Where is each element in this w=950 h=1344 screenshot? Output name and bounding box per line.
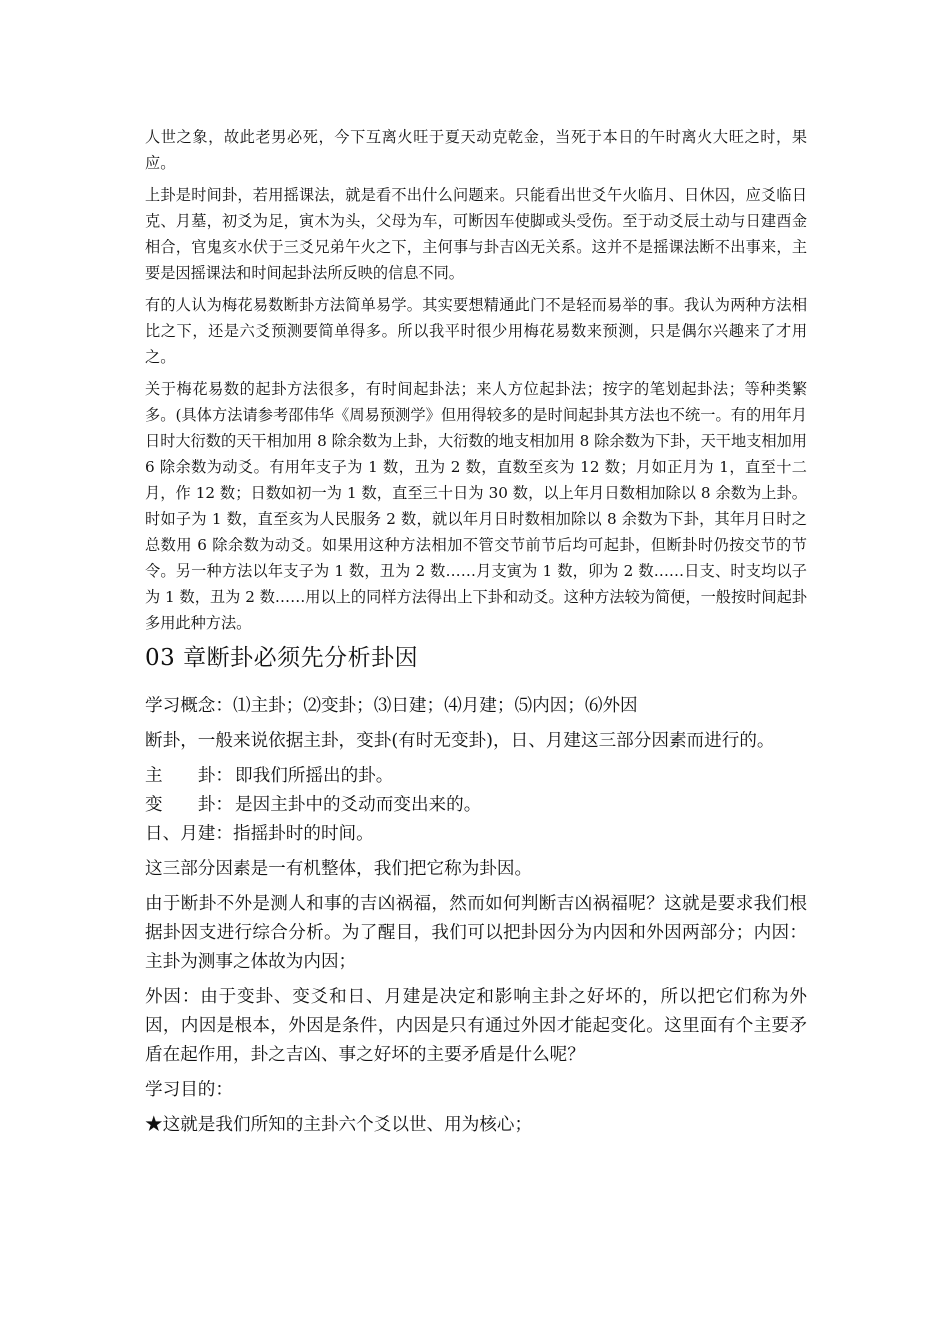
definition-main-hexagram: [145, 762, 807, 791]
definition-day-month: [145, 820, 807, 849]
paragraph-time-divination: 上卦是时间卦，若用摇课法，就是看不出什么问题来。只能看出世爻午火临月、日休囚，应爻临日克、月墓，初爻为足，寅木为头，父母为车，可断因车使脚或头受伤。至于动爻辰土动与日建酉金相合，官鬼亥水伏于三爻兄弟午火之下，主何事与卦吉凶无关系。这并不是摇课法断不出事来，主要是因摇课法和时间起卦法所反映的信息不同。: [145, 186, 807, 282]
chapter-heading: 03 章断卦必须先分析卦因: [145, 645, 419, 671]
paragraph-external-cause: 外因：由于变卦、变爻和日、月建是决定和影响主卦之好坏的，所以把它们称为外因，内因是根本，外因是条件，内因是只有通过外因才能起变化。这里面有个主要矛盾在起作用，卦之吉凶、事之好坏的主要矛盾是什么呢？: [145, 987, 807, 1065]
paragraph-old-man-omen: 人世之象，故此老男必死，今下互离火旺于夏天动克乾金，当死于本日的午时离火大旺之时，果应。: [145, 128, 807, 172]
learning-goal-item: ★这就是我们所知的主卦六个爻以世、用为核心；: [145, 1115, 533, 1135]
definition-desc: 即我们所摇出的卦。: [235, 766, 394, 786]
paragraph-gua-cause: 这三部分因素是一有机整体，我们把它称为卦因。: [145, 859, 533, 879]
definition-term: 变 卦：: [145, 795, 233, 815]
concepts-line: 学习概念：⑴主卦；⑵变卦；⑶日建；⑷月建；⑸内因；⑹外因: [145, 696, 638, 716]
document-page: [145, 124, 807, 1140]
intro-line: 断卦，一般来说依据主卦，变卦(有时无变卦)，日、月建这三部分因素而进行的。: [145, 731, 775, 751]
learning-goal-label: 学习目的：: [145, 1080, 233, 1100]
paragraph-internal-cause: 由于断卦不外是测人和事的吉凶祸福，然而如何判断吉凶祸福呢？这就是要求我们根据卦因支进行综合分析。为了醒目，我们可以把卦因分为内因和外因两部分；内因：主卦为测事之体故为内因；: [145, 894, 807, 972]
definition-term: 日、月建：: [145, 824, 233, 844]
definition-term: 主 卦：: [145, 766, 233, 786]
definition-desc: 指摇卦时的时间。: [232, 824, 374, 844]
paragraph-meihua-methods: 关于梅花易数的起卦方法很多，有时间起卦法；来人方位起卦法；按字的笔划起卦法；等种类繁多。(具体方法请参考邵伟华《周易预测学》但用得较多的是时间起卦其方法也不统一。有的用年月日时大衍数的天干相加用 8 除余数为上卦，大衍数的地支相加用 8 除余数为下卦，天干地支相加用 6 除余数为动爻。有用年支子为 1 数，丑为 2 数，直数至亥为 12 数；月如正月为 1，直至十二月，作 12 数；日数如初一为 1 数，直至三十日为 30 数，以上年月日数相加除以 8 余数为上卦。时如子为 1 数，直至亥为人民服务 2 数，就以年月日时数相加除以 8 余数为下卦，其年月日时之总数用 6 除余数为动爻。如果用这种方法相加不管交节前节后均可起卦，但断卦时仍按交节的节令。另一种方法以年支子为 1 数，丑为 2 数……月支寅为 1 数，卯为 2 数……日支、时支均以子为 1 数，丑为 2 数……用以上的同样方法得出上下卦和动爻。这种方法较为简便，一般按时间起卦多用此种方法。: [145, 380, 807, 632]
definition-desc: 是因主卦中的爻动而变出来的。: [235, 795, 482, 815]
definition-changed-hexagram: [145, 791, 807, 820]
definition-list: [145, 762, 807, 849]
paragraph-meihua-opinion: 有的人认为梅花易数断卦方法简单易学。其实要想精通此门不是轻而易举的事。我认为两种方法相比之下，还是六爻预测要简单得多。所以我平时很少用梅花易数来预测，只是偶尔兴趣来了才用之。: [145, 296, 807, 366]
